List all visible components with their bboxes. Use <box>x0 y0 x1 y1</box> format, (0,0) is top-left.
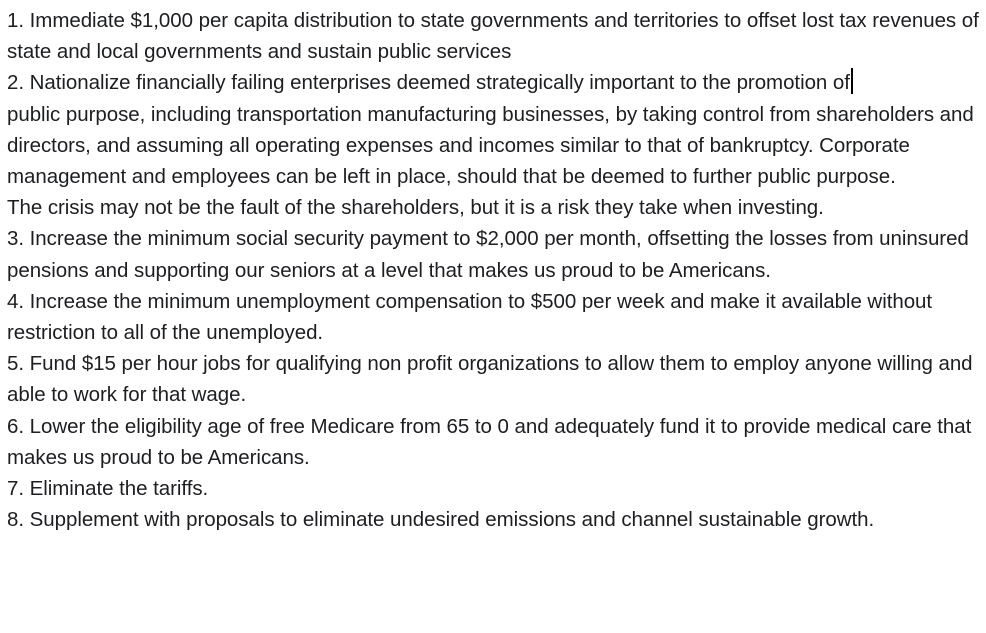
item-7-paragraph: 7. Eliminate the tariffs. <box>7 477 209 501</box>
item-5-paragraph: 5. Fund $15 per hour jobs for qualifying non profit organizations to allow them to employ anyone willing and able to work for that wage. <box>7 352 973 407</box>
document-text <box>7 5 982 535</box>
item-6-paragraph: 6. Lower the eligibility age of free Medicare from 65 to 0 and adequately fund it to provide medical care that makes us proud to be Americans. <box>7 414 972 469</box>
crisis-note-paragraph: The crisis may not be the fault of the shareholders, but it is a risk they take when investing. <box>7 196 824 220</box>
item-2-text: 2. Nationalize financially failing enterprises deemed strategically important to the promotion of <box>7 71 850 95</box>
item-8-paragraph: 8. Supplement with proposals to eliminate undesired emissions and channel sustainable growth. <box>7 508 875 532</box>
item-1-paragraph: 1. Immediate $1,000 per capita distribution to state governments and territories to offset lost tax revenues of state and local governments and sustain public services <box>7 9 979 64</box>
item-3-paragraph: 3. Increase the minimum social security payment to $2,000 per month, offsetting the losses from uninsured pensions and supporting our seniors at a level that makes us proud to be Americans. <box>7 227 969 282</box>
item-2-paragraph-line <box>7 67 982 98</box>
item-4-paragraph: 4. Increase the minimum unemployment compensation to $500 per week and make it available without restriction to all of the unemployed. <box>7 289 933 345</box>
text-cursor-icon <box>851 68 853 94</box>
item-2-paragraph-continuation: public purpose, including transportation manufacturing businesses, by taking control from shareholders and directors, and assuming all operating expenses and incomes similar to that of bankruptcy. Corporate management and employees can be left in place, should that be deemed to further public purpose. <box>7 102 974 189</box>
